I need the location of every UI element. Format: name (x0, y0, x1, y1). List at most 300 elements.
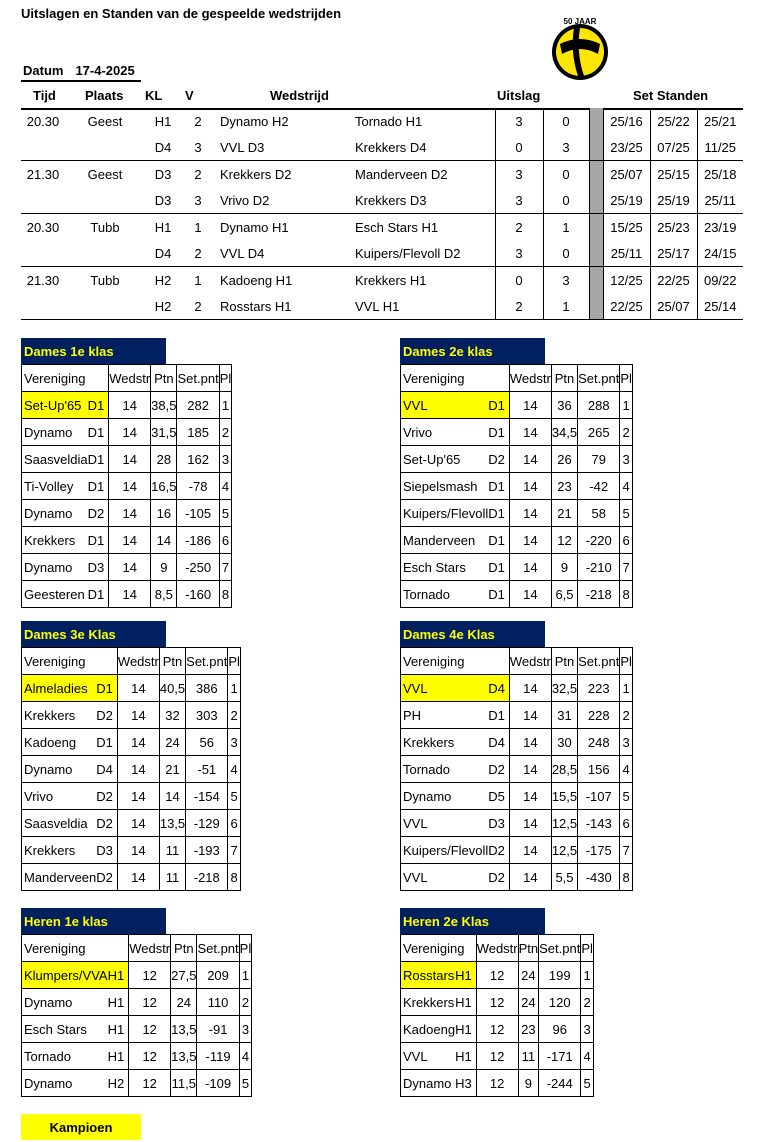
match-row (21, 267, 743, 294)
team-name: Esch Stars (401, 554, 489, 581)
set-points: 185 (177, 419, 219, 446)
match-time: 21.30 (26, 166, 60, 182)
match-score-home: 2 (495, 293, 543, 320)
match-set-1: 25/19 (603, 187, 650, 214)
match-set-3: 23/19 (697, 214, 743, 241)
games-played: 14 (509, 756, 551, 783)
position: 1 (620, 392, 633, 419)
position: 2 (620, 702, 633, 729)
games-played: 14 (509, 473, 551, 500)
team-class: D1 (488, 473, 509, 500)
position: 8 (219, 581, 232, 608)
match-class: D3 (154, 166, 172, 182)
standings-row (22, 1043, 252, 1070)
points: 24 (518, 962, 539, 989)
standings-row (22, 473, 232, 500)
match-home-team: Dynamo H2 (220, 113, 289, 129)
points: 11 (159, 837, 185, 864)
games-played: 12 (476, 1016, 518, 1043)
match-set-2: 25/19 (650, 187, 697, 214)
match-set-2: 25/07 (650, 293, 697, 320)
points: 28,5 (551, 756, 577, 783)
position: 7 (219, 554, 232, 581)
position: 3 (581, 1016, 594, 1043)
team-name: Dynamo (22, 500, 88, 527)
match-class: D4 (145, 134, 181, 161)
set-points: -91 (197, 1016, 239, 1043)
match-class: H1 (154, 219, 172, 235)
set-points: -119 (197, 1043, 239, 1070)
standings-row (401, 702, 633, 729)
match-time: 21.30 (26, 272, 60, 288)
points: 14 (159, 783, 185, 810)
standings-title: Heren 2e Klas (400, 908, 545, 934)
standings-row (22, 810, 241, 837)
games-played: 12 (129, 1043, 171, 1070)
match-set-3: 25/14 (697, 293, 743, 320)
position: 1 (239, 962, 252, 989)
match-location: Tubb (90, 272, 120, 288)
match-score-away: 3 (543, 267, 589, 294)
match-time: 20.30 (26, 113, 60, 129)
standings-row (401, 392, 633, 419)
team-class: D1 (488, 500, 509, 527)
games-played: 12 (476, 989, 518, 1016)
team-class: D5 (488, 783, 509, 810)
match-location (65, 187, 145, 214)
games-played: 14 (109, 473, 151, 500)
position: 4 (219, 473, 232, 500)
team-class: H1 (108, 962, 129, 989)
match-field: 2 (181, 240, 215, 267)
divider (589, 187, 603, 214)
points: 12,5 (551, 837, 577, 864)
match-row (21, 240, 743, 267)
games-played: 14 (117, 864, 159, 891)
team-class: D3 (488, 810, 509, 837)
match-time (21, 134, 65, 161)
points: 31 (551, 702, 577, 729)
set-points: -129 (186, 810, 228, 837)
team-class: D1 (488, 554, 509, 581)
match-home-team: VVL D4 (215, 240, 355, 267)
standings-row (401, 864, 633, 891)
games-played: 14 (117, 756, 159, 783)
standings-row (401, 527, 633, 554)
match-away-team: Krekkers D3 (355, 187, 495, 214)
match-set-3: 25/21 (697, 108, 743, 134)
standings-row (401, 783, 633, 810)
games-played: 14 (509, 837, 551, 864)
header-ptn: Ptn (518, 935, 539, 962)
team-class: D2 (488, 864, 509, 891)
position: 3 (219, 446, 232, 473)
match-field: 3 (181, 187, 215, 214)
divider (589, 214, 603, 241)
match-location (65, 293, 145, 320)
header-uitslag: Uitslag (497, 88, 541, 103)
standings-row (22, 989, 252, 1016)
team-name: Dynamo (22, 419, 88, 446)
standings-table (21, 364, 232, 608)
set-points: -250 (177, 554, 219, 581)
points: 23 (551, 473, 577, 500)
standings-row (22, 419, 232, 446)
position: 2 (620, 419, 633, 446)
standings-row (401, 473, 633, 500)
team-class: D4 (96, 756, 117, 783)
match-set-2: 22/25 (650, 267, 697, 294)
standings-row (401, 989, 594, 1016)
set-points: 228 (578, 702, 620, 729)
team-class: H1 (455, 1016, 476, 1043)
team-name: Kadoeng (401, 1016, 456, 1043)
position: 6 (228, 810, 241, 837)
points: 14 (151, 527, 177, 554)
team-class: H3 (455, 1070, 476, 1097)
games-played: 12 (476, 1043, 518, 1070)
games-played: 12 (476, 962, 518, 989)
match-class: D4 (145, 240, 181, 267)
position: 4 (581, 1043, 594, 1070)
games-played: 12 (129, 989, 171, 1016)
set-points: 110 (197, 989, 239, 1016)
match-time (21, 240, 65, 267)
standings-row (22, 864, 241, 891)
match-home-team: Dynamo H1 (220, 219, 289, 235)
set-points: -107 (578, 783, 620, 810)
standings-row (22, 837, 241, 864)
set-points: 386 (186, 675, 228, 702)
match-score-away: 3 (543, 134, 589, 161)
standings-row (22, 675, 241, 702)
match-set-3: 09/22 (697, 267, 743, 294)
set-points: 120 (539, 989, 581, 1016)
header-setpnt: Set.pnt (578, 365, 620, 392)
standings-row (401, 581, 633, 608)
team-class: D1 (488, 702, 509, 729)
match-set-3: 25/18 (697, 161, 743, 188)
match-set-1: 23/25 (603, 134, 650, 161)
match-home-team: Krekkers D2 (220, 166, 292, 182)
games-played: 14 (509, 702, 551, 729)
points: 12,5 (551, 810, 577, 837)
standings-table (400, 934, 594, 1097)
set-points: -175 (578, 837, 620, 864)
position: 5 (620, 500, 633, 527)
team-name: Krekkers (22, 837, 97, 864)
points: 34,5 (551, 419, 577, 446)
games-played: 14 (509, 675, 551, 702)
match-location (65, 240, 145, 267)
match-away-team: Krekkers D4 (355, 134, 495, 161)
games-played: 14 (509, 500, 551, 527)
match-field: 1 (194, 272, 202, 288)
team-name: VVL (401, 1043, 456, 1070)
team-name: Dynamo (22, 1070, 108, 1097)
match-header-row (21, 88, 743, 110)
set-points: -220 (578, 527, 620, 554)
match-score-home: 0 (495, 267, 543, 294)
position: 1 (228, 675, 241, 702)
divider (589, 293, 603, 320)
games-played: 14 (509, 419, 551, 446)
team-class: D1 (88, 419, 109, 446)
set-points: -42 (578, 473, 620, 500)
points: 40,5 (159, 675, 185, 702)
standings-row (22, 1070, 252, 1097)
set-points: -105 (177, 500, 219, 527)
standings-row (22, 756, 241, 783)
header-ptn: Ptn (151, 365, 177, 392)
team-name: Krekkers (401, 989, 456, 1016)
games-played: 14 (109, 419, 151, 446)
team-class: D1 (488, 392, 509, 419)
match-location: Tubb (90, 219, 120, 235)
position: 4 (239, 1043, 252, 1070)
set-points: -210 (578, 554, 620, 581)
match-field: 2 (194, 113, 202, 129)
team-class: D1 (488, 527, 509, 554)
points: 11 (159, 864, 185, 891)
set-points: -160 (177, 581, 219, 608)
team-class: D1 (88, 473, 109, 500)
points: 11,5 (171, 1070, 197, 1097)
team-name: Kadoeng (22, 729, 97, 756)
match-score-away: 1 (543, 214, 589, 241)
set-points: -430 (578, 864, 620, 891)
legend-champion: Kampioen (21, 1114, 141, 1140)
team-class: D1 (88, 392, 109, 419)
header-wedstr: Wedstr (117, 648, 159, 675)
set-points: -51 (186, 756, 228, 783)
svg-text:50 JAAR: 50 JAAR (563, 17, 597, 26)
standings-row (401, 810, 633, 837)
standings-row (22, 392, 232, 419)
position: 5 (219, 500, 232, 527)
points: 9 (151, 554, 177, 581)
match-row (21, 134, 743, 161)
standings-row (22, 702, 241, 729)
match-field: 1 (194, 219, 202, 235)
match-time: 20.30 (26, 219, 60, 235)
points: 23 (518, 1016, 539, 1043)
points: 9 (518, 1070, 539, 1097)
header-kl: KL (145, 88, 163, 103)
header-wedstr: Wedstr (476, 935, 518, 962)
position: 7 (228, 837, 241, 864)
team-name: Set-Up'65 (22, 392, 88, 419)
points: 13,5 (171, 1016, 197, 1043)
match-row (21, 108, 743, 134)
position: 4 (620, 473, 633, 500)
standings-row (22, 500, 232, 527)
match-score-home: 2 (495, 214, 543, 241)
match-score-away: 0 (543, 161, 589, 188)
set-points: -218 (578, 581, 620, 608)
team-name: Set-Up'65 (401, 446, 489, 473)
points: 32,5 (551, 675, 577, 702)
team-class: H1 (455, 962, 476, 989)
games-played: 14 (509, 810, 551, 837)
match-row (21, 161, 743, 188)
match-away-team: Manderveen D2 (355, 166, 448, 182)
match-field: 2 (181, 293, 215, 320)
standings-title: Dames 3e Klas (21, 621, 166, 647)
points: 32 (159, 702, 185, 729)
header-wedstr: Wedstr (509, 648, 551, 675)
match-location: Geest (87, 113, 123, 129)
team-name: Manderveen (401, 527, 489, 554)
header-set-standen: Set Standen (633, 88, 709, 103)
match-score-away: 0 (543, 108, 589, 134)
standings-table (21, 934, 252, 1097)
position: 5 (239, 1070, 252, 1097)
team-name: Saasveldia (22, 446, 88, 473)
position: 5 (228, 783, 241, 810)
header-setpnt: Set.pnt (578, 648, 620, 675)
team-class: H1 (455, 1043, 476, 1070)
standings-row (401, 675, 633, 702)
games-played: 14 (509, 392, 551, 419)
team-name: VVL (401, 392, 489, 419)
standings-row (401, 554, 633, 581)
match-away-team: Krekkers H1 (355, 272, 427, 288)
team-class: H1 (108, 989, 129, 1016)
position: 3 (620, 446, 633, 473)
standings-row (22, 527, 232, 554)
standings-row (401, 500, 633, 527)
position: 8 (620, 864, 633, 891)
standings-row (22, 581, 232, 608)
points: 36 (551, 392, 577, 419)
points: 21 (159, 756, 185, 783)
match-location (65, 134, 145, 161)
standings-header-row (22, 365, 232, 392)
position: 3 (620, 729, 633, 756)
team-name: Klumpers/VVA (22, 962, 108, 989)
match-set-1: 25/07 (603, 161, 650, 188)
standings-row (22, 446, 232, 473)
match-set-3: 25/11 (697, 187, 743, 214)
games-played: 14 (509, 783, 551, 810)
team-class: H1 (108, 1016, 129, 1043)
set-points: 96 (539, 1016, 581, 1043)
team-name: Manderveen (22, 864, 97, 891)
header-vereniging: Vereniging (22, 935, 129, 962)
divider (589, 240, 603, 267)
match-set-1: 12/25 (603, 267, 650, 294)
team-name: Krekkers (401, 729, 489, 756)
points: 5,5 (551, 864, 577, 891)
match-field: 2 (194, 166, 202, 182)
points: 9 (551, 554, 577, 581)
standings-header-row (401, 935, 594, 962)
team-name: VVL (401, 864, 489, 891)
team-class: D1 (88, 527, 109, 554)
set-points: 282 (177, 392, 219, 419)
standings-row (22, 1016, 252, 1043)
team-class: D2 (96, 783, 117, 810)
team-name: Tornado (401, 756, 489, 783)
header-pl: Pl (219, 365, 232, 392)
team-name: Vrivo (401, 419, 489, 446)
set-points: 199 (539, 962, 581, 989)
header-wedstr: Wedstr (109, 365, 151, 392)
position: 2 (219, 419, 232, 446)
points: 6,5 (551, 581, 577, 608)
set-points: -109 (197, 1070, 239, 1097)
page-title: Uitslagen en Standen van de gespeelde wedstrijden (21, 6, 342, 21)
header-vereniging: Vereniging (22, 648, 118, 675)
standings-title: Heren 1e klas (21, 908, 166, 934)
position: 1 (620, 675, 633, 702)
team-name: Geesteren (22, 581, 88, 608)
team-class: H2 (108, 1070, 129, 1097)
set-points: 303 (186, 702, 228, 729)
match-set-1: 25/11 (603, 240, 650, 267)
volleyball-logo-icon (540, 14, 620, 84)
set-points: 162 (177, 446, 219, 473)
team-name: Dynamo (22, 989, 108, 1016)
games-played: 14 (109, 527, 151, 554)
match-class: H2 (145, 293, 181, 320)
standings-row (22, 783, 241, 810)
games-played: 14 (117, 810, 159, 837)
standings-row (401, 729, 633, 756)
points: 13,5 (159, 810, 185, 837)
match-score-home: 3 (495, 240, 543, 267)
header-plaats: Plaats (85, 88, 124, 103)
header-vereniging: Vereniging (22, 365, 109, 392)
match-class: H2 (154, 272, 172, 288)
standings-header-row (22, 935, 252, 962)
games-played: 14 (109, 446, 151, 473)
position: 2 (228, 702, 241, 729)
date-label: Datum (23, 62, 64, 78)
header-vereniging: Vereniging (401, 648, 510, 675)
games-played: 14 (109, 581, 151, 608)
match-score-away: 0 (543, 187, 589, 214)
match-away-team: VVL H1 (355, 293, 495, 320)
match-set-2: 25/23 (650, 214, 697, 241)
match-score-home: 3 (495, 161, 543, 188)
team-name: Saasveldia (22, 810, 97, 837)
team-name: VVL (401, 675, 489, 702)
standings-row (401, 446, 633, 473)
position: 6 (620, 810, 633, 837)
match-away-team: Tornado H1 (355, 113, 423, 129)
header-wedstr: Wedstr (129, 935, 171, 962)
match-set-2: 25/22 (650, 108, 697, 134)
games-played: 14 (117, 783, 159, 810)
team-class: D2 (488, 446, 509, 473)
header-wedstrijd: Wedstrijd (270, 88, 329, 103)
set-points: 156 (578, 756, 620, 783)
header-wedstr: Wedstr (509, 365, 551, 392)
games-played: 12 (129, 962, 171, 989)
header-vereniging: Vereniging (401, 935, 477, 962)
standings-row (401, 1070, 594, 1097)
standings-row (401, 419, 633, 446)
match-class: H1 (154, 113, 172, 129)
match-set-2: 25/17 (650, 240, 697, 267)
header-ptn: Ptn (551, 648, 577, 675)
divider (589, 267, 603, 294)
header-ptn: Ptn (159, 648, 185, 675)
header-pl: Pl (581, 935, 594, 962)
matches-table (21, 108, 743, 320)
